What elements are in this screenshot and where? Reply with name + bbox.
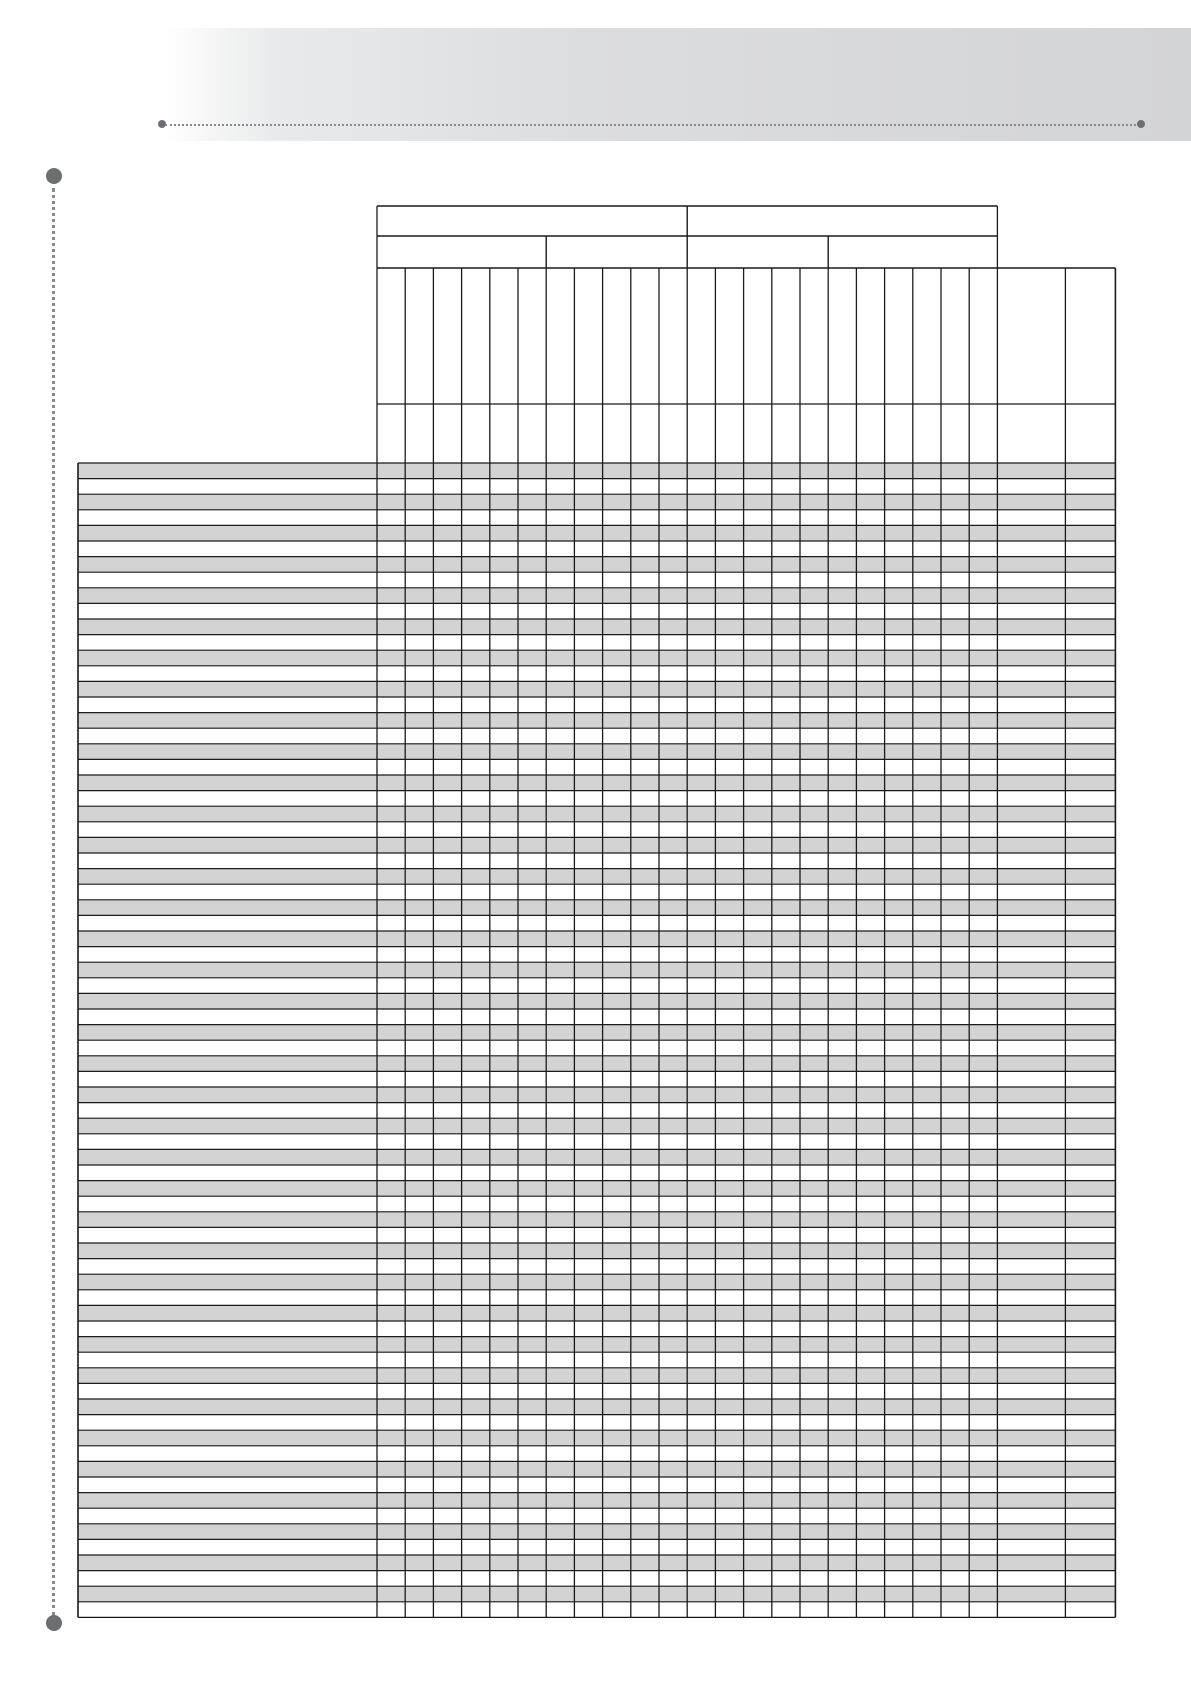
table-row [78,1555,1115,1571]
table-row [78,494,1115,510]
table-row [78,666,1115,682]
table-row [78,1586,1115,1602]
table-row [78,791,1115,807]
table-row [78,541,1115,557]
table-row [78,869,1115,885]
table-row [78,525,1115,541]
table-row [78,1602,1115,1618]
table-row [78,697,1115,713]
table-row [78,557,1115,573]
table-row [78,1368,1115,1384]
table-row [78,1227,1115,1243]
table-row [78,588,1115,604]
table-row [78,947,1115,963]
table-row [78,1477,1115,1493]
table-row [78,1430,1115,1446]
table-row [78,510,1115,526]
table-row [78,1508,1115,1524]
table-row [78,1009,1115,1025]
table-row [78,728,1115,744]
table-row [78,650,1115,666]
table-row [78,1461,1115,1477]
table-row [78,1181,1115,1197]
table-row [78,479,1115,495]
table-row [78,1571,1115,1587]
table-row [78,1524,1115,1540]
table-row [78,1025,1115,1041]
table-row [78,884,1115,900]
table-row [78,1337,1115,1353]
table-row [78,1243,1115,1259]
table-row [78,1321,1115,1337]
table-row [78,837,1115,853]
table-row [78,619,1115,635]
table-row [78,681,1115,697]
table-row [78,572,1115,588]
table-row [78,915,1115,931]
table-row [78,1118,1115,1134]
table-row [78,993,1115,1009]
table-row [78,759,1115,775]
table-row [78,1399,1115,1415]
table-row [78,962,1115,978]
table-row [78,1290,1115,1306]
table-row [78,1352,1115,1368]
table-row [78,1134,1115,1150]
table-row [78,822,1115,838]
table-row [78,1383,1115,1399]
table-row [78,806,1115,822]
table-row [78,1446,1115,1462]
table-row [78,978,1115,994]
table-row [78,1493,1115,1509]
table-row [78,900,1115,916]
table-row [78,931,1115,947]
table-row [78,853,1115,869]
table-row [78,1149,1115,1165]
table-row [78,1056,1115,1072]
table-row [78,1103,1115,1119]
table-row [78,1165,1115,1181]
table-row [78,1196,1115,1212]
table-row [78,1212,1115,1228]
table-row [78,713,1115,729]
table-row [78,744,1115,760]
table-row [78,1539,1115,1555]
table-row [78,1040,1115,1056]
table-row [78,603,1115,619]
table-row [78,1305,1115,1321]
table-row [78,775,1115,791]
table-row [78,1274,1115,1290]
table-row [78,1071,1115,1087]
table-row [78,1415,1115,1431]
table-row [78,1087,1115,1103]
table-row [78,1259,1115,1275]
table-row [78,463,1115,479]
table-row [78,635,1115,651]
